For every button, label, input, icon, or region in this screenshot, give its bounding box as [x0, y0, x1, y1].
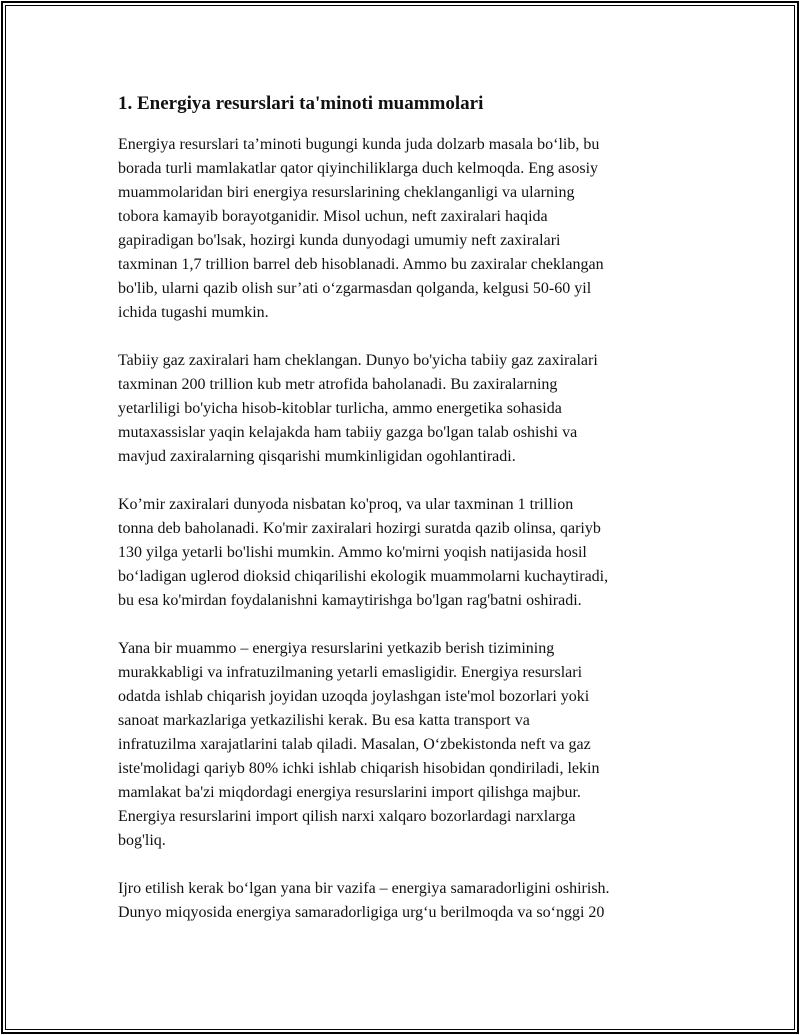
text-line: infratuzilma xarajatlarini talab qiladi. Masalan, O‘zbekistonda neft va gaz: [118, 736, 591, 753]
text-line: muammolaridan biri energiya resurslarining cheklanganligi va ularning: [118, 184, 575, 201]
text-line: 130 yilga yetarli bo'lishi mumkin. Ammo ko'mirni yoqish natijasida hosil: [118, 544, 587, 561]
paragraph-oil-reserves: [118, 133, 684, 325]
text-line: odatda ishlab chiqarish joyidan uzoqda joylashgan iste'mol bozorlari yoki: [118, 688, 590, 705]
text-line: Ijro etilish kerak bo‘lgan yana bir vazifa – energiya samaradorligini oshirish.: [118, 880, 610, 897]
text-line: murakkabligi va infratuzilmaning yetarli emasligidir. Energiya resurslari: [118, 664, 583, 681]
text-line: Dunyo miqyosida energiya samaradorligiga urg‘u berilmoqda va so‘nggi 20: [118, 904, 605, 921]
text-line: taxminan 1,7 trillion barrel deb hisoblanadi. Ammo bu zaxiralar cheklangan: [118, 256, 604, 273]
text-line: Energiya resurslarini import qilish narxi xalqaro bozorlardagi narxlarga: [118, 808, 576, 825]
text-line: bu esa ko'mirdan foydalanishni kamaytirishga bo'lgan rag'batni oshiradi.: [118, 592, 582, 609]
text-line: Yana bir muammo – energiya resurslarini yetkazib berish tizimining: [118, 640, 555, 657]
text-line: taxminan 200 trillion kub metr atrofida baholanadi. Bu zaxiralarning: [118, 376, 558, 393]
document-body: [118, 92, 684, 949]
text-line: tobora kamayib borayotganidir. Misol uchun, neft zaxiralari haqida: [118, 208, 548, 225]
text-line: borada turli mamlakatlar qator qiyinchiliklarga duch kelmoqda. Eng asosiy: [118, 160, 599, 177]
paragraph-gas-reserves: [118, 349, 684, 469]
paragraph-efficiency: [118, 877, 684, 925]
paragraph-infrastructure: [118, 637, 684, 853]
text-line: mutaxassislar yaqin kelajakda ham tabiiy gazga bo'lgan talab oshishi va: [118, 424, 578, 441]
text-line: ichida tugashi mumkin.: [118, 304, 269, 321]
text-line: bo‘ladigan uglerod dioksid chiqarilishi ekologik muammolarni kuchaytiradi,: [118, 568, 609, 585]
text-line: Ko’mir zaxiralari dunyoda nisbatan ko'proq, va ular taxminan 1 trillion: [118, 496, 574, 513]
text-line: mavjud zaxiralarning qisqarishi mumkinligidan ogohlantiradi.: [118, 448, 516, 465]
text-line: iste'molidagi qariyb 80% ichki ishlab chiqarish hisobidan qondiriladi, lekin: [118, 760, 600, 777]
section-heading: 1. Energiya resurslari ta'minoti muammolari: [118, 93, 484, 114]
text-line: gapiradigan bo'lsak, hozirgi kunda dunyodagi umumiy neft zaxiralari: [118, 232, 561, 249]
text-line: mamlakat ba'zi miqdordagi energiya resurslarini import qilishga majbur.: [118, 784, 581, 801]
text-line: Energiya resurslari ta’minoti bugungi kunda juda dolzarb masala bo‘lib, bu: [118, 136, 600, 153]
text-line: tonna deb baholanadi. Ko'mir zaxiralari hozirgi suratda qazib olinsa, qariyb: [118, 520, 601, 537]
text-line: bo'lib, ularni qazib olish sur’ati o‘zgarmasdan qolganda, kelgusi 50-60 yil: [118, 280, 592, 297]
text-line: sanoat markazlariga yetkazilishi kerak. Bu esa katta transport va: [118, 712, 530, 729]
paragraph-coal-reserves: [118, 493, 684, 613]
text-line: bog'liq.: [118, 832, 166, 849]
text-line: Tabiiy gaz zaxiralari ham cheklangan. Dunyo bo'yicha tabiiy gaz zaxiralari: [118, 352, 598, 369]
text-line: yetarliligi bo'yicha hisob-kitoblar turlicha, ammo energetika sohasida: [118, 400, 562, 417]
